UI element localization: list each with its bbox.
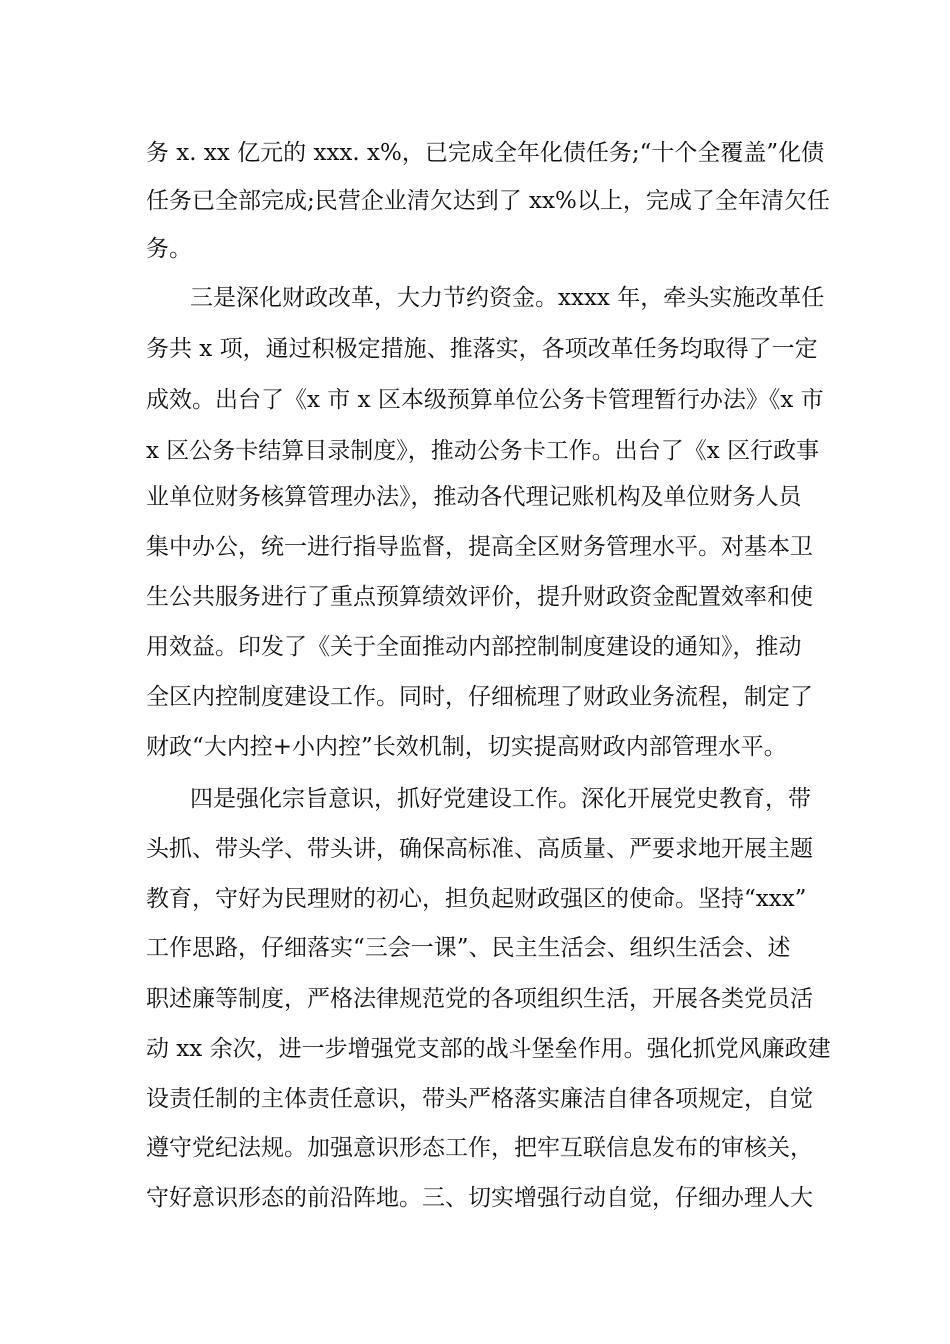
paragraph-3-line-2: 头抓、带头学、带头讲，确保高标准、高质量、严要求地开展主题 bbox=[146, 836, 813, 862]
paragraph-3-line-6: 动 xx 余次，进一步增强党支部的战斗堡垒作用。强化抓党风廉政建 bbox=[146, 1036, 831, 1062]
paragraph-2-line-6: 集中办公，统一进行指导监督，提高全区财务管理水平。对基本卫 bbox=[146, 534, 813, 560]
paragraph-3-line-1: 四是强化宗旨意识，抓好党建设工作。深化开展党史教育，带 bbox=[190, 786, 811, 812]
paragraph-2-line-9: 全区内控制度建设工作。同时，仔细梳理了财政业务流程，制定了 bbox=[146, 684, 813, 710]
paragraph-1-line-3: 务。 bbox=[146, 236, 192, 262]
paragraph-3-line-4: 工作思路，仔细落实“三会一课”、民主生活会、组织生活会、述 bbox=[146, 935, 791, 961]
paragraph-3-line-7: 设责任制的主体责任意识，带头严格落实廉洁自律各项规定，自觉 bbox=[146, 1086, 813, 1112]
paragraph-1-line-2: 任务已全部完成;民营企业清欠达到了 xx%以上，完成了全年清欠任 bbox=[146, 188, 830, 214]
paragraph-2-line-8: 用效益。印发了《关于全面推动内部控制制度建设的通知》，推动 bbox=[146, 634, 802, 660]
paragraph-2-line-1: 三是深化财政改革，大力节约资金。xxxx 年，牵头实施改革任 bbox=[190, 285, 825, 311]
paragraph-3-line-8: 遵守党纪法规。加强意识形态工作，把牢互联信息发布的审核关， bbox=[146, 1135, 813, 1161]
paragraph-2-line-5: 业单位财务核算管理办法》，推动各代理记账机构及单位财务人员 bbox=[146, 484, 802, 510]
paragraph-2-line-3: 成效。出台了《x 市 x 区本级预算单位公务卡管理暂行办法》《x 市 bbox=[146, 387, 824, 413]
paragraph-2-line-10: 财政“大内控+小内控”长效机制，切实提高财政内部管理水平。 bbox=[146, 734, 787, 760]
paragraph-3-line-5: 职述廉等制度，严格法律规范党的各项组织生活，开展各类党员活 bbox=[146, 986, 813, 1012]
paragraph-2-line-2: 务共 x 项，通过积极定措施、推落实，各项改革任务均取得了一定 bbox=[146, 336, 818, 362]
paragraph-2-line-7: 生公共服务进行了重点预算绩效评价，提升财政资金配置效率和使 bbox=[146, 584, 813, 610]
paragraph-1-line-1: 务 x. xx 亿元的 xxx. x%，已完成全年化债任务;“十个全覆盖”化债 bbox=[146, 140, 825, 166]
paragraph-3-line-9: 守好意识形态的前沿阵地。三、切实增强行动自觉，仔细办理人大 bbox=[146, 1185, 813, 1211]
paragraph-2-line-4: x 区公务卡结算目录制度》，推动公务卡工作。出台了《x 区行政事 bbox=[146, 438, 820, 464]
paragraph-3-line-3: 教育，守好为民理财的初心，担负起财政强区的使命。坚持“xxx” bbox=[146, 886, 807, 912]
